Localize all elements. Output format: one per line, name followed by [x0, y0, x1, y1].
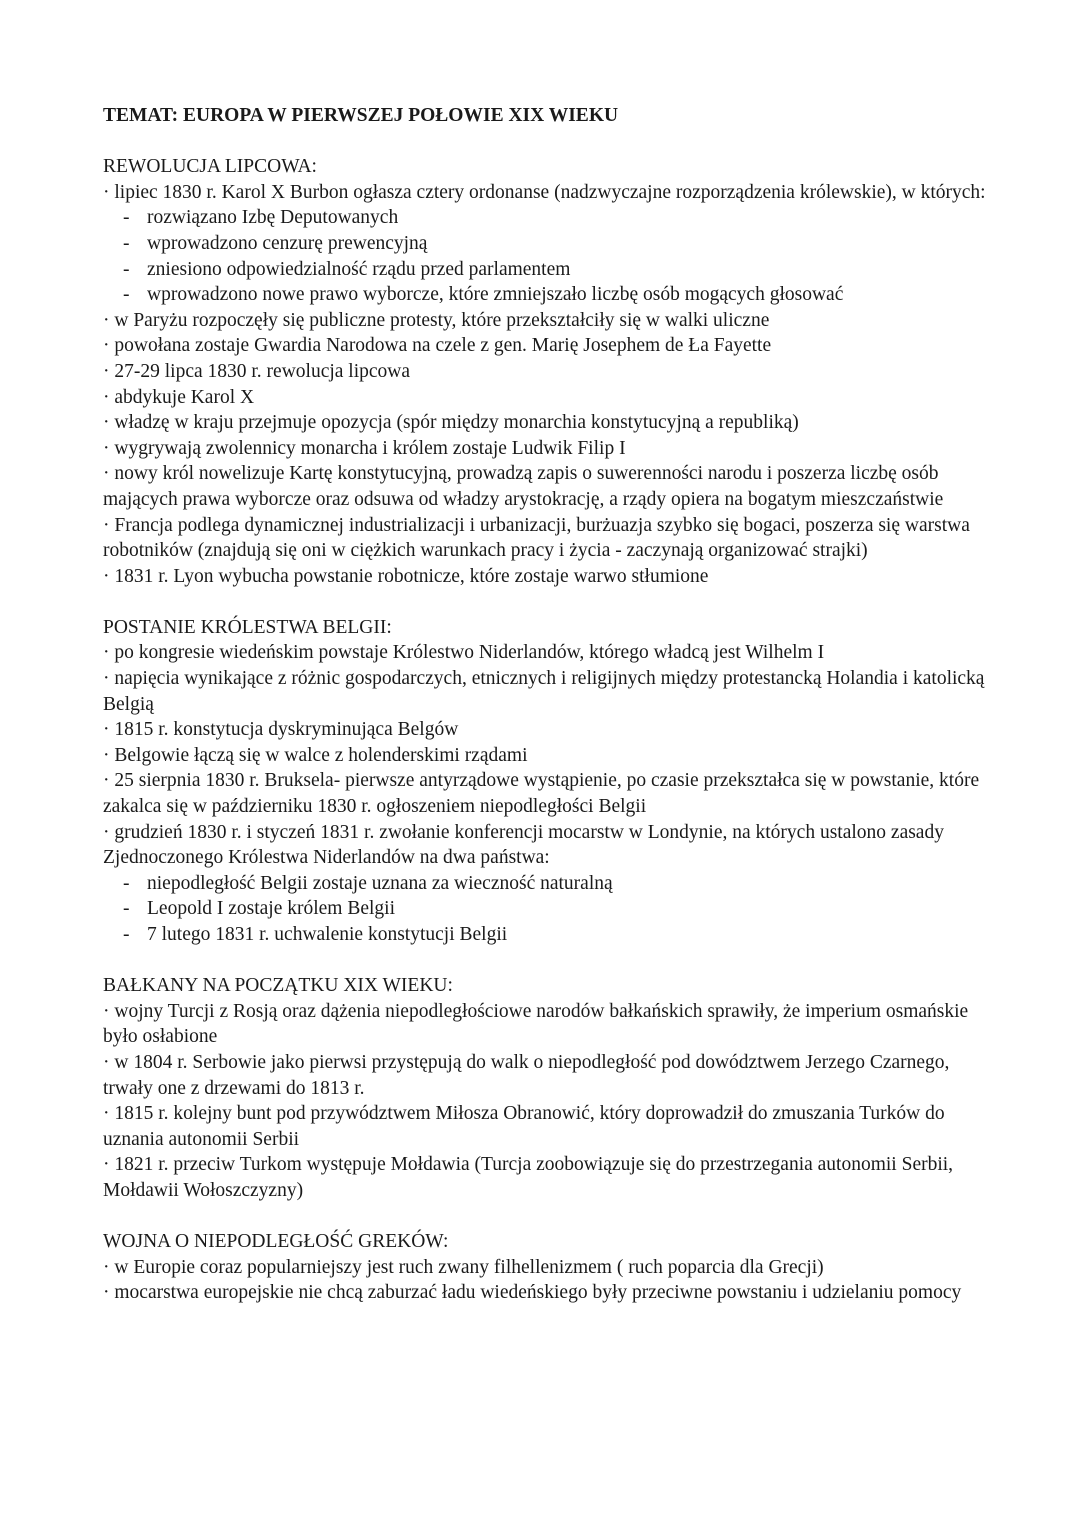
bullet-point: · w Paryżu rozpoczęły się publiczne protesty, które przekształciły się w walki uliczne: [103, 309, 770, 331]
sub-list-item: [103, 257, 1003, 283]
section: [103, 1229, 1003, 1306]
bullet-point: · Belgowie łączą się w walce z holenderskimi rządami: [103, 744, 528, 766]
bullet-point: · wygrywają zwolennicy monarcha i królem zostaje Ludwik Filip I: [103, 437, 626, 459]
bullet-point: · w 1804 r. Serbowie jako pierwsi przystępują do walk o niepodległość pod dowództwem Jerzego Czarnego, trwały one z drzewami do 1813 r.: [103, 1051, 950, 1099]
bullet-point: · powołana zostaje Gwardia Narodowa na czele z gen. Marię Josephem de Ła Fayette: [103, 335, 772, 357]
sub-list-item-text: wprowadzono nowe prawo wyborcze, które zmniejszało liczbę osób mogących głosować: [147, 284, 844, 306]
sub-list-item: [103, 871, 1003, 897]
section-heading: BAŁKANY NA POCZĄTKU XIX WIEKU:: [103, 975, 453, 997]
bullet-point: · 27-29 lipca 1830 r. rewolucja lipcowa: [103, 360, 411, 382]
section: [103, 973, 1003, 1203]
dash-bullet-icon: -: [123, 207, 130, 229]
bullet-point: · po kongresie wiedeńskim powstaje Królestwo Niderlandów, którego władcą jest Wilhelm I: [103, 642, 825, 664]
bullet-point: · 1815 r. konstytucja dyskryminująca Belgów: [103, 719, 459, 741]
section: [103, 615, 1003, 948]
document-page: [103, 103, 1003, 1332]
section-heading: POSTANIE KRÓLESTWA BELGII:: [103, 616, 392, 638]
sub-list-item-text: wprowadzono cenzurę prewencyjną: [147, 232, 428, 254]
bullet-point: · lipiec 1830 r. Karol X Burbon ogłasza cztery ordonanse (nadzwyczajne rozporządzenia królewskie), w których:: [103, 181, 986, 203]
dash-bullet-icon: -: [123, 258, 130, 280]
sections-container: [103, 154, 1003, 1306]
sub-list-item-text: Leopold I zostaje królem Belgii: [147, 898, 396, 920]
bullet-point: · 1831 r. Lyon wybucha powstanie robotnicze, które zostaje warwo stłumione: [103, 565, 709, 587]
bullet-point: · 1815 r. kolejny bunt pod przywództwem Miłosza Obranowić, który doprowadził do zmuszania Turków do uznania autonomii Serbii: [103, 1103, 945, 1150]
section: [103, 154, 1003, 589]
bullet-point: · Francja podlega dynamicznej industrializacji i urbanizacji, burżuazja szybko się bogaci, poszerza się warstwa robotników (znajdują się oni w ciężkich warunkach pracy i życia - zaczynają organizować strajki): [103, 514, 970, 562]
section-heading: WOJNA O NIEPODLEGŁOŚĆ GREKÓW:: [103, 1231, 449, 1253]
section-heading: REWOLUCJA LIPCOWA:: [103, 156, 317, 178]
dash-bullet-icon: -: [123, 898, 130, 920]
sub-list-item-text: 7 lutego 1831 r. uchwalenie konstytucji Belgii: [147, 924, 508, 945]
page-title: TEMAT: EUROPA W PIERWSZEJ POŁOWIE XIX WIEKU: [103, 105, 619, 126]
sub-list-item-text: rozwiązano Izbę Deputowanych: [147, 207, 399, 229]
bullet-point: · 1821 r. przeciw Turkom występuje Mołdawia (Turcja zoobowiązuje się do przestrzegania autonomii Serbii, Mołdawii Wołoszczyzny): [103, 1154, 954, 1201]
bullet-point: · 25 sierpnia 1830 r. Bruksela- pierwsze antyrządowe wystąpienie, po czasie przekształca się w powstanie, które zakalca się w październiku 1830 r. ogłoszeniem niepodległości Belgii: [103, 770, 980, 818]
bullet-point: · w Europie coraz popularniejszy jest ruch zwany filhellenizmem ( ruch poparcia dla Grecji): [103, 1256, 824, 1278]
sub-list-item: [103, 896, 1003, 922]
bullet-point: · wojny Turcji z Rosją oraz dążenia niepodległościowe narodów bałkańskich sprawiły, że imperium osmańskie było osłabione: [103, 1000, 969, 1048]
bullet-point: · nowy król nowelizuje Kartę konstytucyjną, prowadzą zapis o suwerenności narodu i poszerza liczbę osób mających prawa wyborcze oraz odsuwa od władzy arystokrację, a rządy opiera na bogatym mieszczaństwie: [103, 463, 944, 510]
dash-bullet-icon: -: [123, 872, 130, 894]
bullet-point: · władzę w kraju przejmuje opozycja (spór między monarchia konstytucyjną a republiką): [103, 412, 799, 434]
sub-list-item-text: niepodległość Belgii zostaje uznana za wieczność naturalną: [147, 872, 613, 894]
bullet-point: · abdykuje Karol X: [103, 386, 255, 408]
bullet-point: · grudzień 1830 r. i styczeń 1831 r. zwołanie konferencji mocarstw w Londynie, na których ustalono zasady Zjednoczonego Królestwa Niderlandów na dwa państwa:: [103, 821, 944, 869]
dash-bullet-icon: -: [123, 232, 130, 254]
dash-bullet-icon: -: [123, 924, 130, 945]
sub-list-item-text: zniesiono odpowiedzialność rządu przed parlamentem: [147, 258, 571, 280]
dash-bullet-icon: -: [123, 284, 130, 306]
bullet-point: · napięcia wynikające z różnic gospodarczych, etnicznych i religijnych między protestancką Holandia i katolicką Belgią: [103, 668, 985, 715]
sub-list-item: [103, 282, 1003, 308]
bullet-point: · mocarstwa europejskie nie chcą zaburzać ładu wiedeńskiego były przeciwne powstaniu i udzielaniu pomocy: [103, 1282, 962, 1304]
sub-list-item: [103, 205, 1003, 231]
sub-list-item: [103, 231, 1003, 257]
sub-list-item: [103, 922, 1003, 948]
